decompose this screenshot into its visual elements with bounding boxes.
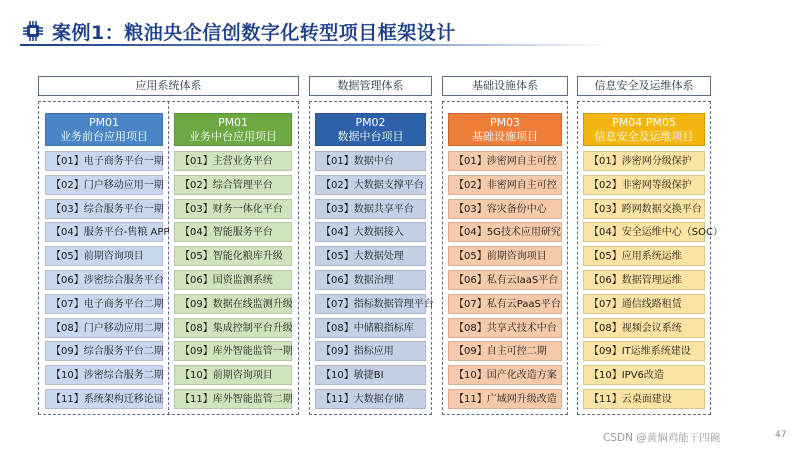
project-item: 【11】系统架构迁移论证: [45, 389, 163, 409]
project-item: 【05】智能化粮库升级: [174, 246, 292, 266]
column-name: 业务中台应用项目: [189, 130, 277, 143]
project-item: 【01】涉密网自主可控: [448, 151, 562, 171]
project-item: 【07】私有云PaaS平台: [448, 294, 562, 314]
project-item: 【02】大数据支撑平台: [315, 175, 426, 195]
project-item: 【03】跨网数据交换平台: [583, 199, 705, 219]
project-item: 【07】指标数据管理平台: [315, 294, 426, 314]
project-item: 【01】涉密网分级保护: [583, 151, 705, 171]
chip-icon: [22, 20, 44, 42]
project-item: 【04】大数据接入: [315, 222, 426, 242]
project-item: 【05】应用系统运维: [583, 246, 705, 266]
group-header-data: 数据管理体系: [309, 76, 432, 96]
group-header-security: 信息安全及运维体系: [577, 76, 711, 96]
project-item: 【08】门户移动应用二期: [45, 318, 163, 338]
project-item: 【02】门户移动应用一期: [45, 175, 163, 195]
project-item: 【11】库外智能监管二期: [174, 389, 292, 409]
project-item: 【10】敏捷BI: [315, 365, 426, 385]
project-item: 【08】共享式技术中台: [448, 318, 562, 338]
project-item: 【01】电子商务平台一期: [45, 151, 163, 171]
project-item: 【01】主营业务平台: [174, 151, 292, 171]
column-header-pm02: [315, 113, 426, 146]
project-item: 【11】广域网升级改造: [448, 389, 562, 409]
project-item: 【09】IT运维系统建设: [583, 341, 705, 361]
project-item: 【09】库外智能监管一期: [174, 341, 292, 361]
column-code: PM02: [355, 116, 386, 129]
column-header-pm04-pm05: [583, 113, 705, 146]
column-name: 业务前台应用项目: [60, 130, 148, 143]
project-item: 【10】国产化改造方案: [448, 365, 562, 385]
project-item: 【09】数据在线监测升级: [174, 294, 292, 314]
project-item: 【04】安全运维中心（SOC）: [583, 222, 705, 242]
project-item: 【11】大数据存储: [315, 389, 426, 409]
project-item: 【03】财务一体化平台: [174, 199, 292, 219]
project-item: 【06】涉密综合服务平台: [45, 270, 163, 290]
column-code: PM01: [217, 116, 249, 129]
project-item: 【09】指标应用: [315, 341, 426, 361]
project-item: 【02】非密网自主可控: [448, 175, 562, 195]
project-item: 【10】前期咨询项目: [174, 365, 292, 385]
title-underline: [20, 44, 610, 46]
column-name: 数据中台项目: [337, 130, 404, 143]
project-item: 【03】容灾备份中心: [448, 199, 562, 219]
project-item: 【03】数据共享平台: [315, 199, 426, 219]
group-divider: [168, 101, 169, 415]
project-item: 【07】电子商务平台二期: [45, 294, 163, 314]
project-item: 【06】数据管理运维: [583, 270, 705, 290]
project-item: 【08】集成控制平台升级: [174, 318, 292, 338]
group-header-infrastructure: 基础设施体系: [442, 76, 568, 96]
project-item: 【06】数据治理: [315, 270, 426, 290]
project-item: 【07】通信线路租赁: [583, 294, 705, 314]
project-item: 【04】服务平台-售粮 APP: [45, 222, 163, 242]
column-header-pm03: [448, 113, 562, 146]
column-code: PM03: [489, 116, 521, 129]
column-header-pm01-middle: [174, 113, 292, 146]
project-item: 【08】中储粮指标库: [315, 318, 426, 338]
slide-header: [0, 0, 800, 50]
project-item: 【04】5G技术应用研究: [448, 222, 562, 242]
project-item: 【05】前期咨询项目: [448, 246, 562, 266]
project-item: 【10】IPV6改造: [583, 365, 705, 385]
group-header-application: 应用系统体系: [38, 76, 299, 96]
watermark: CSDN @黄焖鸡能干四碗: [603, 432, 721, 444]
project-item: 【08】视频会议系统: [583, 318, 705, 338]
project-item: 【02】非密网等级保护: [583, 175, 705, 195]
column-name: 基础设施项目: [472, 130, 538, 143]
project-item: 【04】智能服务平台: [174, 222, 292, 242]
project-item: 【01】数据中台: [315, 151, 426, 171]
column-header-pm01-front: [45, 113, 163, 146]
page-title: 案例1：粮油央企信创数字化转型项目框架设计: [52, 22, 456, 44]
page-number: 47: [775, 430, 787, 440]
column-code: PM01: [88, 116, 120, 129]
project-item: 【06】国资监测系统: [174, 270, 292, 290]
project-item: 【03】综合服务平台一期: [45, 199, 163, 219]
project-item: 【02】综合管理平台: [174, 175, 292, 195]
project-item: 【11】云桌面建设: [583, 389, 705, 409]
project-item: 【05】前期咨询项目: [45, 246, 163, 266]
project-item: 【10】涉密综合服务二期: [45, 365, 163, 385]
column-code: PM04 PM05: [612, 116, 676, 129]
project-item: 【09】自主可控二期: [448, 341, 562, 361]
project-item: 【06】私有云IaaS平台: [448, 270, 562, 290]
project-item: 【05】大数据处理: [315, 246, 426, 266]
column-name: 信息安全及运维项目: [594, 130, 694, 143]
project-item: 【09】综合服务平台二期: [45, 341, 163, 361]
